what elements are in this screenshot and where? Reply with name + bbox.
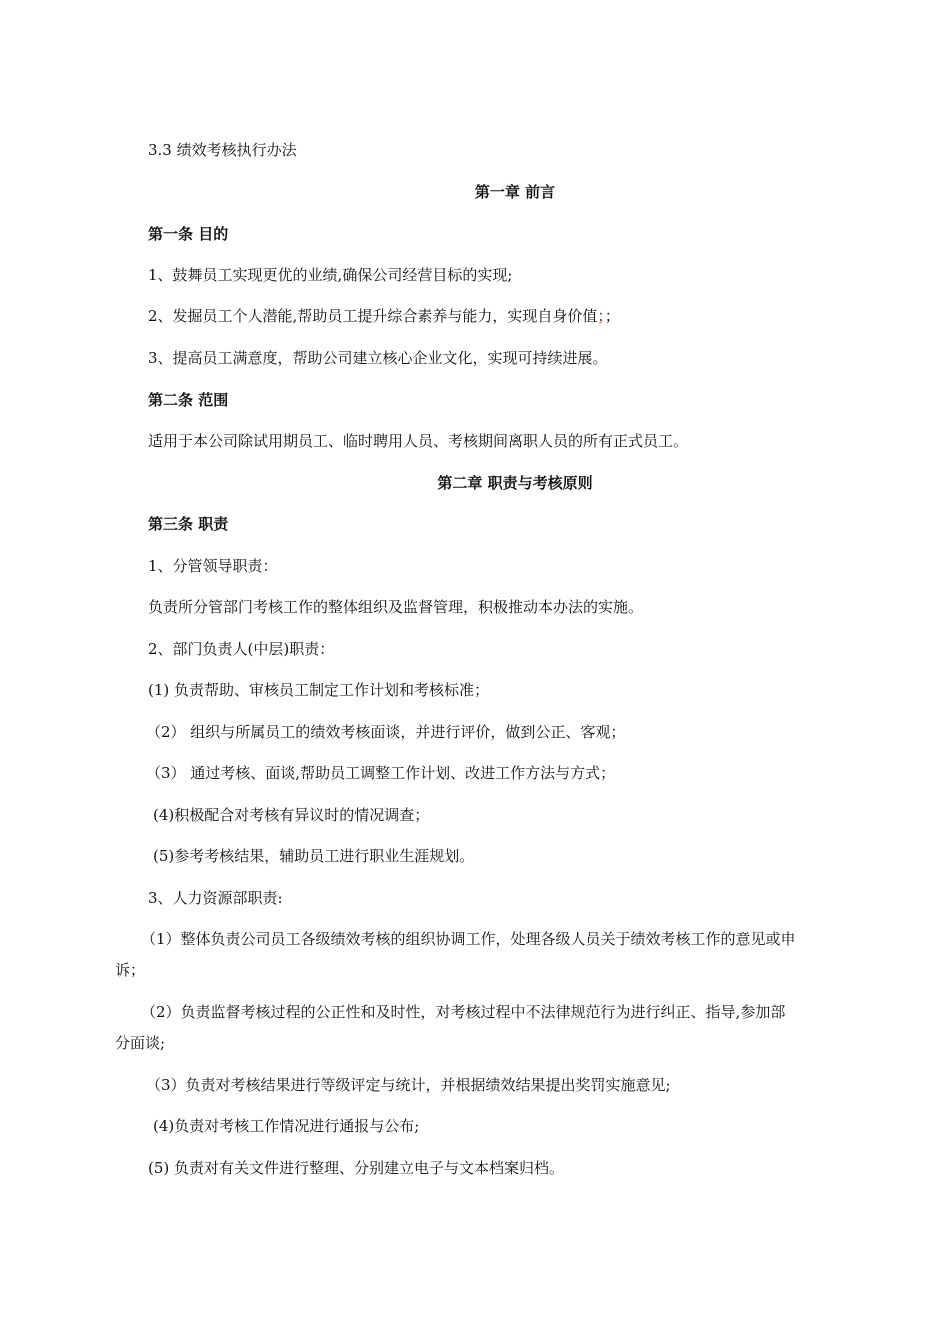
lead3: 3、人力资源部职责: bbox=[148, 889, 283, 907]
lead1: 1、分管领导职责： bbox=[148, 557, 278, 575]
lead2-item-2: （2） 组织与所属员工的绩效考核面谈，并进行评价，做到公正、客观； bbox=[146, 723, 626, 741]
lead3-item-2-line2: 分面谈; bbox=[115, 1034, 166, 1052]
lead3-item-3: （3）负责对考核结果进行等级评定与统计，并根据绩效结果提出奖罚实施意见; bbox=[146, 1076, 671, 1094]
lead3-item-4: (4)负责对考核工作情况进行通报与公布; bbox=[153, 1117, 420, 1135]
lead3-item-1-line2: 诉； bbox=[115, 961, 146, 979]
article1-item-3: 3、提高员工满意度，帮助公司建立核心企业文化，实现可持续进展。 bbox=[148, 349, 608, 367]
article3-title: 第三条 职责 bbox=[148, 515, 229, 533]
lead2-item-1: (1) 负责帮助、审核员工制定工作计划和考核标准； bbox=[148, 681, 490, 699]
lead3-item-5: (5) 负责对有关文件进行整理、分别建立电子与文本档案归档。 bbox=[148, 1159, 565, 1177]
lead3-item-1-line1: （1）整体负责公司员工各级绩效考核的组织协调工作，处理各级人员关于绩效考核工作的意见或申 bbox=[141, 930, 796, 948]
lead3-item-2-line1: （2）负责监督考核过程的公正性和及时性，对考核过程中不法律规范行为进行纠正、指导,参加部 bbox=[141, 1003, 786, 1021]
lead1-text: 负责所分管部门考核工作的整体组织及监督管理，积极推动本办法的实施。 bbox=[148, 598, 644, 616]
lead2: 2、部门负责人(中层)职责： bbox=[148, 640, 335, 658]
article2-title: 第二条 范围 bbox=[148, 391, 229, 409]
lead2-item-4: (4)积极配合对考核有异议时的情况调查； bbox=[153, 806, 430, 824]
article1-title: 第一条 目的 bbox=[148, 225, 229, 243]
article1-item-1: 1、鼓舞员工实现更优的业绩,确保公司经营目标的实现; bbox=[148, 266, 513, 284]
article1-item-2-text: 2、发掘员工个人潜能,帮助员工提升综合素养与能力，实现自身价值 bbox=[148, 307, 598, 325]
lead2-item-5: (5)参考考核结果，辅助员工进行职业生涯规划。 bbox=[153, 847, 475, 865]
article1-item-2-red-mark: ； bbox=[597, 307, 605, 325]
article1-item-2-tail: ； bbox=[604, 307, 620, 325]
article1-item-2 bbox=[148, 306, 620, 326]
chapter2-title: 第二章 职责与考核原则 bbox=[437, 474, 593, 492]
section-heading: 3.3 绩效考核执行办法 bbox=[148, 141, 297, 159]
lead2-item-3: （3） 通过考核、面谈,帮助员工调整工作计划、改进工作方法与方式； bbox=[146, 764, 616, 782]
chapter1-title: 第一章 前言 bbox=[474, 183, 556, 201]
article2-text: 适用于本公司除试用期员工、临时聘用人员、考核期间离职人员的所有正式员工。 bbox=[148, 432, 689, 450]
